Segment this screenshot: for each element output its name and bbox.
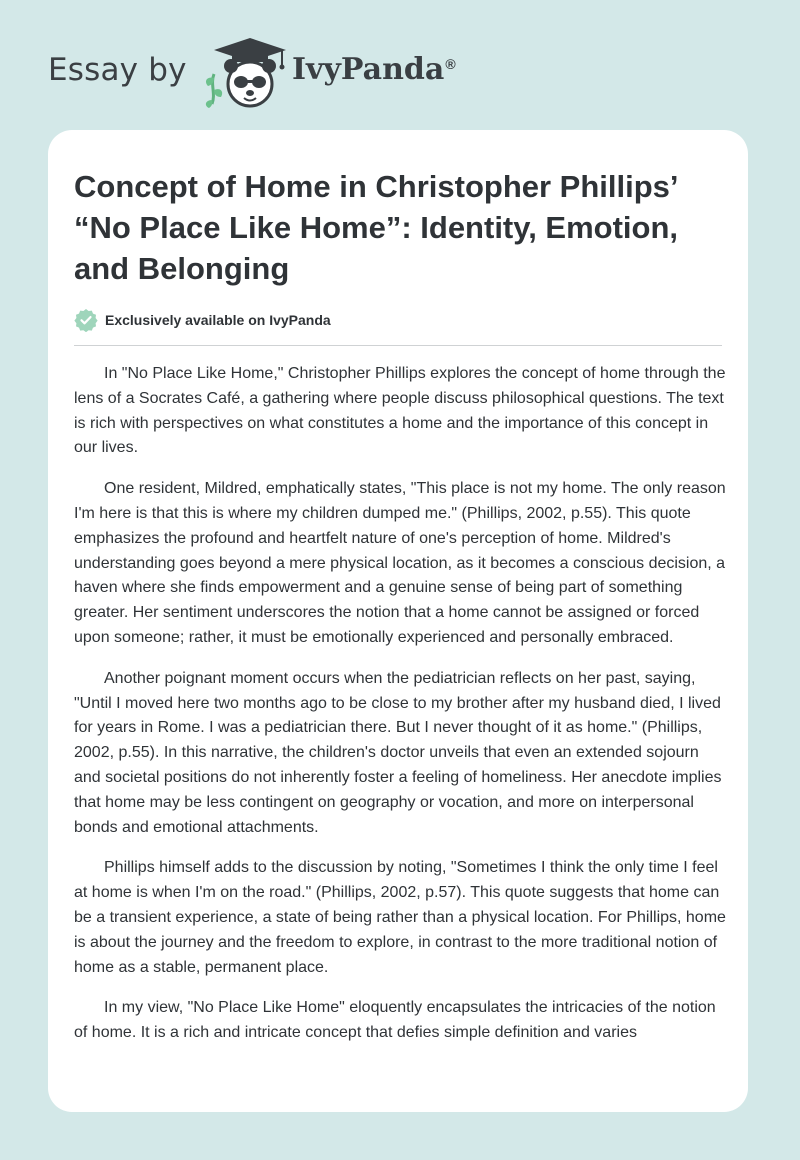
exclusive-badge-label: Exclusively available on IvyPanda [105,312,331,328]
panda-graduate-logo-icon[interactable] [198,34,292,110]
paragraph: In "No Place Like Home," Christopher Phillips explores the concept of home through the lens of a Socrates Café, a gathering where people discuss philosophical questions. The text is rich with perspectives on what constitutes a home and the importance of this concept in our lives. [74,365,726,457]
paragraph: Another poignant moment occurs when the pediatrician reflects on her past, saying, "Until I moved here two months ago to be close to my brother after my husband died, I lived for years in Rome. I was a pediatrician there. But I never thought of it as home." (Phillips, 2002, p.55). In this narrative, the children's doctor unveils that even an extended sojourn and societal positions do not inherently foster a feeling of homeliness. Her anecdote implies that home may be less contingent on geography or vocation, and more on interpersonal bonds and emotional attachments. [74,669,722,836]
exclusive-badge [74,308,331,332]
check-badge-icon [74,308,98,332]
essay-by-label: Essay by [48,52,187,88]
paragraph: One resident, Mildred, emphatically states, "This place is not my home. The only reason I'm here is that this is where my children dumped me." (Phillips, 2002, p.55). This quote emphasizes the profound and heartfelt nature of one's perception of home. Mildred's understanding goes beyond a mere physical location, as it becomes a conscious decision, a haven where she finds empowerment and a genuine sense of being part of something greater. Her sentiment underscores the notion that a home cannot be assigned or forced upon someone; rather, it must be emotionally experienced and personally embraced. [74,480,726,646]
paragraph: Phillips himself adds to the discussion by noting, "Sometimes I think the only time I feel at home is when I'm on the road." (Phillips, 2002, p.57). This quote suggests that home can be a transient experience, a state of being rather than a physical location. For Phillips, home is about the journey and the freedom to explore, in contrast to the more traditional notion of home as a stable, permanent place. [74,859,726,976]
essay-card [48,130,748,1112]
essay-body [74,362,726,1062]
essay-title: Concept of Home in Christopher Phillips’ “No Place Like Home”: Identity, Emotion, and Belonging [74,169,679,286]
registered-mark: ® [445,56,456,72]
site-header [0,0,800,130]
paragraph: In my view, "No Place Like Home" eloquently encapsulates the intricacies of the notion of home. It is a rich and intricate concept that defies simple definition and varies [74,999,716,1042]
brand-name[interactable]: IvyPanda® [292,52,456,87]
title-divider [74,345,722,346]
